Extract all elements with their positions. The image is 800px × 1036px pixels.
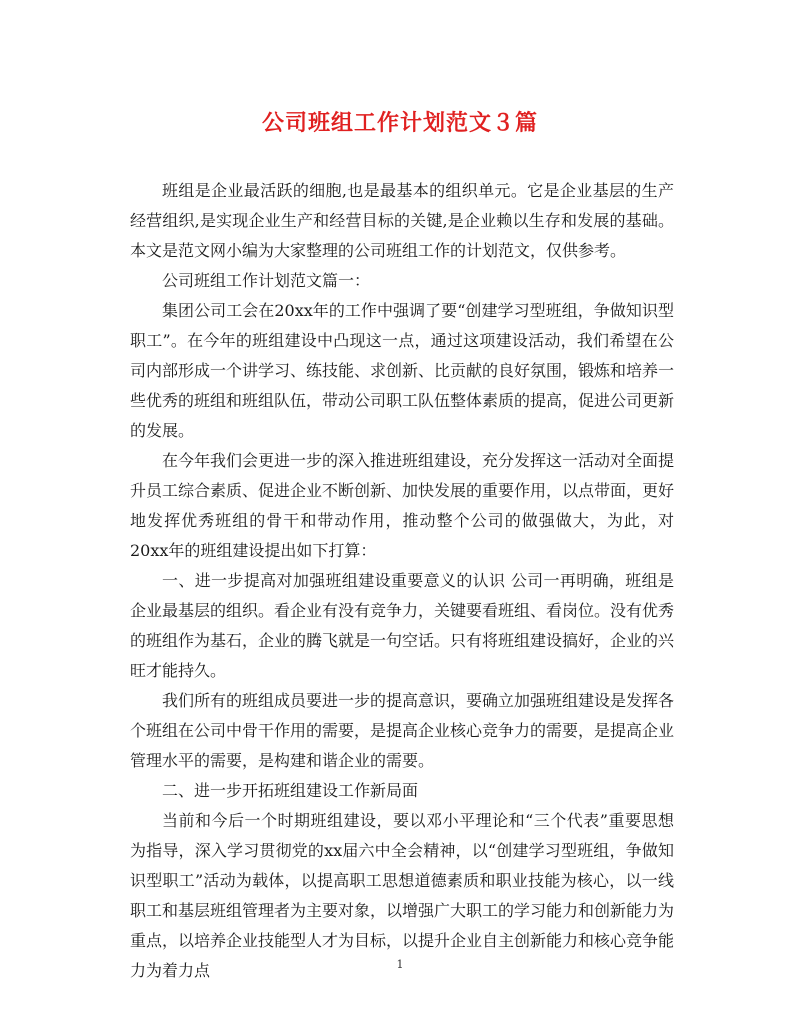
paragraph-awareness: 我们所有的班组成员要进一步的提高意识，要确立加强班组建设是发挥各个班组在公司中骨干作用的需要，是提高企业核心竞争力的需要，是提高企业管理水平的需要，是构建和谐企业的需要。 [130,691,675,770]
page-number: 1 [396,958,404,971]
paragraph-point-one: 一、进一步提高对加强班组建设重要意义的认识 公司一再明确，班组是企业最基层的组织。看企业有没有竞争力，关键要看班组、看岗位。没有优秀的班组作为基石，企业的腾飞就是一句空话。只有将班组建设搞好，企业的兴旺才能持久。 [130,571,675,680]
paragraph-plan-intro: 在今年我们会更进一步的深入推进班组建设，充分发挥这一活动对全面提升员工综合素质、促进企业不断创新、加快发展的重要作用，以点带面，更好地发挥优秀班组的骨干和带动作用，推动整个公司的做强做大，为此，对20xx年的班组建设提出如下打算： [130,451,675,560]
paragraph-point-two-heading: 二、进一步开拓班组建设工作新局面 [162,781,419,800]
paragraph-section-heading-1: 公司班组工作计划范文篇一： [162,271,371,290]
paragraph-union-goal: 集团公司工会在20xx年的工作中强调了要“创建学习型班组，争做知识型职工”。在今年的班组建设中凸现这一点，通过这项建设活动，我们希望在公司内部形成一个讲学习、练技能、求创新、比贡献的良好氛围，锻炼和培养一些优秀的班组和班组队伍，带动公司职工队伍整体素质的提高，促进公司更新的发展。 [130,301,675,440]
document-body [130,176,674,986]
paragraph-intro: 班组是企业最活跃的细胞,也是最基本的组织单元。它是企业基层的生产经营组织,是实现企业生产和经营目标的关键,是企业赖以生存和发展的基础。本文是范文网小编为大家整理的公司班组工作的计划范文，仅供参考。 [130,181,674,260]
paragraph-guidance: 当前和今后一个时期班组建设，要以邓小平理论和“三个代表”重要思想为指导，深入学习贯彻党的xx届六中全会精神，以“创建学习型班组，争做知识型职工”活动为载体，以提高职工思想道德素质和职业技能为核心，以一线职工和基层班组管理者为主要对象，以增强广大职工的学习能力和创新能力为重点，以培养企业技能型人才为目标，以提升企业自主创新能力和核心竞争能力为着力点 [130,811,675,980]
document-title: 公司班组工作计划范文３篇 [261,110,538,136]
